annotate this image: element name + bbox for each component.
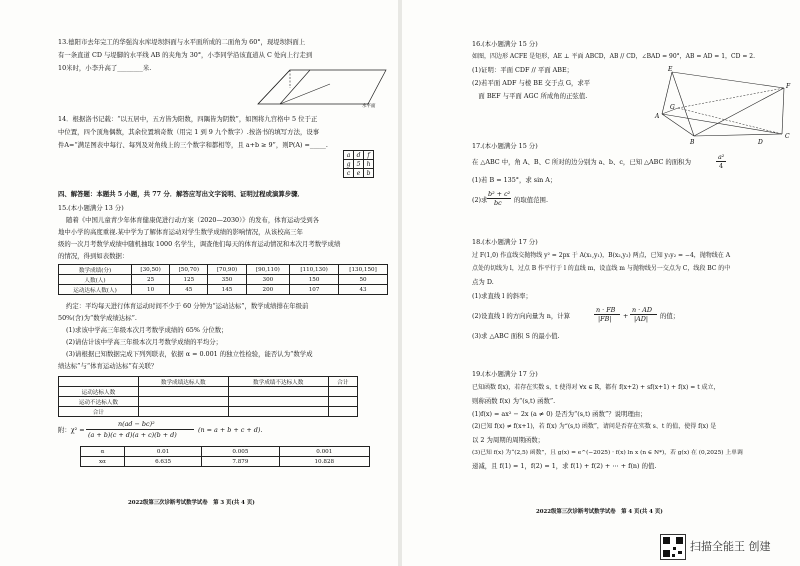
q18-line-1: 过 F(1,0) 作直线交抛物线 y² = 2px 于 A(x₁,y₁)，B(x₂,y₂) 两点，已知 y₁y₂ = −4，抛物线在 A xyxy=(472,252,731,259)
x-cell: 10.828 xyxy=(279,457,369,467)
header-cell xyxy=(59,377,139,387)
q17-l3-num: b² + c² xyxy=(488,190,511,198)
row-label: 数学成绩(分) xyxy=(59,265,132,275)
interval-cell: [70,90) xyxy=(208,265,246,275)
q19-line-5: 以 2 为周期的周期函数； xyxy=(472,436,545,444)
q17-frac-den: 4 xyxy=(719,162,724,170)
q18-line-5b: 的值； xyxy=(660,312,680,320)
point-label: D xyxy=(758,139,763,146)
page-footer: 2022级第三次诊断考试数学试卷 第 4 页(共 4 页) xyxy=(536,509,663,515)
q19-line-2: 则称函数 f(x) 为“(s,t) 函数”. xyxy=(472,397,556,405)
qr-code-icon xyxy=(660,534,686,560)
grid-cell: a xyxy=(344,151,354,160)
q15-head: 15.(本小题满分 13 分) xyxy=(58,204,124,212)
q16-head: 16.(本小题满分 15 分) xyxy=(472,40,538,48)
q14-line-2: 中位置，四个顶角偶数，其余位置填奇数（用完 1 到 9 九个数字）.按洛书的填写方法，设事 xyxy=(58,128,320,136)
grid-cell: 5 xyxy=(354,160,364,169)
interval-cell: [130,150] xyxy=(339,265,388,275)
q15-s4: 绩达标”与“体育运动达标”有关联？ xyxy=(58,362,158,370)
page-4 xyxy=(402,0,800,566)
point-label: G xyxy=(670,104,675,111)
dam-figure xyxy=(250,64,390,108)
q16-line-3: (2)若平面 ADF 与棱 BE 交于点 G，求平 xyxy=(472,79,591,87)
count-cell: 125 xyxy=(170,275,208,285)
q18-n1: n · FB xyxy=(596,306,616,314)
header-cell: 数学成绩不达标人数 xyxy=(228,377,328,387)
q19-line-7: 递减，且 f(1) = 1，f(2) = 1，求 f(1) + f(2) + ⋯ + f(n) 的值. xyxy=(472,462,657,470)
q19-head: 19.(本小题满分 17 分) xyxy=(472,370,538,378)
q15-p4: 的情况，得到如表数据： xyxy=(58,252,129,260)
q19-line-6: (3)已知 f(x) 为“(2,5) 函数”，且 g(x) = e^(−2025) · f(x) ln x (n ∈ N*)，若 g(x) 在 (0,2025) 上单调 xyxy=(472,450,743,456)
q16-line-1: 如图，四边形 ACFE 是矩形，AE ⊥ 平面 ABCD，AB // CD，∠BAD = 90°，AB = AD = 1，CD = 2. xyxy=(472,53,756,60)
count-cell: 300 xyxy=(246,275,290,285)
q15-p1: 随着《中国儿童青少年体育健康促进行动方案（2020—2030）》的发布，体育运动受到各 xyxy=(66,216,319,224)
score-table xyxy=(58,264,388,295)
count-cell: 50 xyxy=(339,275,388,285)
grid-cell: b xyxy=(364,169,374,178)
q15-p6: 50%(含)为“数学成绩达标”. xyxy=(58,314,137,322)
scanner-watermark: 扫描全能王 创建 xyxy=(690,540,771,553)
q14-line-3: 件A=“满足图表中每行、每列及对角线上的三个数字和都相等，且 a+b ≥ 9”，则P(A) =_____. xyxy=(58,141,328,149)
alpha-cell: 0.001 xyxy=(279,447,369,457)
q15-s3: (3)请根据已知数据完成下列列联表，依据 α = 0.001 的独立性检验，能否认为“数学成 xyxy=(66,350,313,358)
q18-line-5a: (2)设直线 l 的方向向量为 n，计算 xyxy=(472,312,570,320)
header-cell: 数学成绩达标人数 xyxy=(138,377,228,387)
q18-head: 18.(本小题满分 17 分) xyxy=(472,238,538,246)
alpha-cell: 0.005 xyxy=(202,447,279,457)
qualified-cell: 45 xyxy=(170,285,208,295)
q19-line-1: 已知函数 f(x)，若存在实数 s、t 使得对 ∀x ∈ R，都有 f(x+2) + sf(x+1) + f(x) = t 成立， xyxy=(472,384,720,391)
formula-lead: 附：χ² = xyxy=(58,426,85,434)
formula-denominator: (a + b)(c + d)(a + c)(b + d) xyxy=(88,431,177,439)
page-footer: 2022级第三次诊断考试数学试卷 第 3 页(共 4 页) xyxy=(128,500,255,506)
row-label: 合计 xyxy=(59,407,139,417)
row-label: α xyxy=(81,447,125,457)
row-label: xα xyxy=(81,457,125,467)
grid-cell: h xyxy=(364,160,374,169)
luoshu-grid xyxy=(343,150,374,178)
count-cell: 25 xyxy=(132,275,170,285)
q18-n2: n · AD xyxy=(632,306,652,314)
qualified-cell: 10 xyxy=(132,285,170,295)
point-label: E xyxy=(668,66,673,73)
fraction-bar xyxy=(86,429,194,430)
q19-line-3: (1)f(x) = ax² − 2x (a ≠ 0) 是否为“(s,t) 函数”？说明理由； xyxy=(472,410,647,418)
x-cell: 6.635 xyxy=(124,457,201,467)
row-label: 人数(人) xyxy=(59,275,132,285)
grid-cell: e xyxy=(354,169,364,178)
formula-tail: (n = a + b + c + d). xyxy=(198,426,263,434)
q18-plus: + xyxy=(623,312,629,320)
q17-line-3b: 的取值范围. xyxy=(514,196,548,204)
q17-l3-den: bc xyxy=(494,199,502,207)
formula-numerator: n(ad − bc)² xyxy=(118,420,155,428)
count-cell: 150 xyxy=(290,275,339,285)
q18-line-4: (1)求直线 l 的斜率； xyxy=(472,292,532,300)
contingency-table xyxy=(58,376,358,417)
qualified-cell: 43 xyxy=(339,285,388,295)
grid-cell: g xyxy=(344,160,354,169)
q16-line-2: (1)证明：平面 CDF // 平面 ABE； xyxy=(472,66,574,74)
header-cell: 合计 xyxy=(328,377,357,387)
qualified-cell: 200 xyxy=(246,285,290,295)
q18-line-6: (3)求 △ABC 面积 S 的最小值. xyxy=(472,332,560,340)
q19-line-4: (2)已知 f(x) ≠ f(x+1)，若 f(x) 为“(s,t) 函数”，请问是否存在实数 s、t 的值，使得 f(x) 是 xyxy=(472,423,717,430)
grid-cell: f xyxy=(364,151,374,160)
q14-line-1: 14．根据洛书记载：“以五居中，五方皆为阳数，四隅皆为阴数”，如图将九宫格中 5 位于正 xyxy=(58,115,318,123)
solid-figure xyxy=(654,64,794,146)
interval-cell: [30,50) xyxy=(132,265,170,275)
q17-line-2: (1)若 B = 135°，求 sin A； xyxy=(472,176,557,184)
q13-line-1: 13.德阳市去年完工的华强沟水库堤坝斜面与水平面所成的二面角为 60°，现堤坝斜面上 xyxy=(58,38,306,46)
q17-head: 17.(本小题满分 15 分) xyxy=(472,142,538,150)
q17-frac-num: a² xyxy=(718,153,725,161)
interval-cell: [90,110) xyxy=(246,265,290,275)
q13-line-3: 10米时，小李升高了________米. xyxy=(58,64,152,72)
q17-line-1: 在 △ABC 中，角 A、B、C 所对的边分别为 a、b、c，已知 △ABC 的面积为 xyxy=(472,158,691,166)
row-label: 运动达标人数(人) xyxy=(59,285,132,295)
grid-cell: c xyxy=(344,169,354,178)
q18-d1: |FB| xyxy=(598,315,612,323)
alpha-cell: 0.01 xyxy=(124,447,201,457)
page-3 xyxy=(0,0,398,566)
q17-line-3a: (2)求 xyxy=(472,196,488,204)
point-label: B xyxy=(690,139,695,146)
interval-cell: [50,70) xyxy=(170,265,208,275)
row-label: 运动达标人数 xyxy=(59,387,139,397)
q18-d2: |AD| xyxy=(634,315,649,323)
qualified-cell: 145 xyxy=(208,285,246,295)
point-label: A xyxy=(655,113,660,120)
x-cell: 7.879 xyxy=(202,457,279,467)
qualified-cell: 107 xyxy=(290,285,339,295)
critical-value-table xyxy=(80,446,370,467)
q15-p5: 约定：平均每天进行体育运动时间不少于 60 分钟为“运动达标”，数学成绩排在年级前 xyxy=(66,302,309,310)
q18-line-2: 点处的切线为 l，过点 B 作平行于 l 的直线 m，设直线 m 与抛物线另一交点为 C，线段 BC 的中 xyxy=(472,265,731,272)
interval-cell: [110,130) xyxy=(290,265,339,275)
q15-p3: 级的一次月考数学成绩中随机抽取 1000 名学生，调查他们每天的体育运动情况和本次月考数学成绩 xyxy=(58,240,341,248)
point-label: F xyxy=(786,83,791,90)
dam-figure-label: 水平面 xyxy=(362,104,376,108)
point-label: C xyxy=(785,133,790,140)
q15-p2: 地中小学的高度重视.某中学为了解体育运动对学生数学成绩的影响情况，从该校高三年 xyxy=(58,228,303,236)
q15-s2: (2)请估计该中学高三年级本次月考数学成绩的平均分； xyxy=(66,338,223,346)
count-cell: 350 xyxy=(208,275,246,285)
q18-line-3: 点为 D. xyxy=(472,278,494,286)
q15-s1: (1)求该中学高三年级本次月考数学成绩的 65% 分位数； xyxy=(66,326,228,334)
q16-line-4: 面 BEF 与平面 AGC 所成角的正弦值. xyxy=(472,92,588,100)
section-4-heading: 四、解答题：本题共 5 小题，共 77 分．解答应写出文字说明、证明过程或演算步骤． xyxy=(58,190,304,198)
q13-line-2: 有一条直道 CD 与堤脚的水平线 AB 的夹角为 30°，小李同学沿该直道从 C 处向上行走到 xyxy=(58,51,313,59)
row-label: 运动不达标人数 xyxy=(59,397,139,407)
grid-cell: d xyxy=(354,151,364,160)
